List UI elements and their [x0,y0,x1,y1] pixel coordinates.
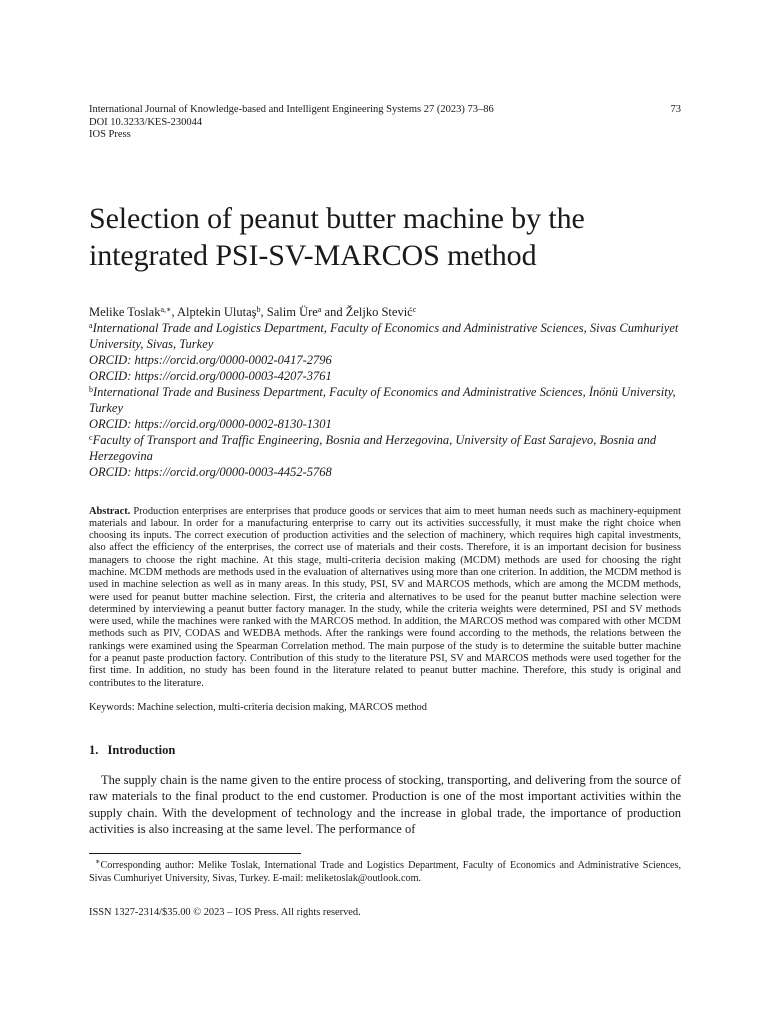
body-paragraph: The supply chain is the name given to the entire process of stocking, transporting, and delivering from the source of raw materials to the final product to the end customer. Production is one of the most important activities within the supply chain. With the development of technology and the increase in global trade, the importance of production activities is also increasing at the same level. The performance of [89,773,681,836]
affiliation [89,432,681,464]
orcid-line: ORCID: https://orcid.org/0000-0003-4207-3761 [89,368,332,383]
doi: DOI 10.3233/KES-230044 [89,116,203,128]
author-affil-mark: b [256,304,261,314]
footnote [89,857,681,885]
author-affil-mark: c [412,304,417,314]
affiliation-text: Faculty of Transport and Traffic Engineering, Bosnia and Herzegovina, University of East Sarajevo, Bosnia and Herzegovina [89,432,657,463]
keywords [89,702,681,714]
section-number: 1. [89,743,99,758]
affiliation-text: International Trade and Logistics Department, Faculty of Economics and Administrative Sciences, Sivas Cumhuriyet University, Sivas, Turkey [89,320,679,351]
author-name: Željko Stević [345,304,413,319]
abstract-text: Production enterprises are enterprises that produce goods or services that aim to meet human needs such as machinery-equipment materials and labour. In order for a manufacturing enterprise to carry out its activities successfully, it must make the right choice when choosing its inputs. The correct execution of production activities and the selection of machinery, which requires high capital investments, also affect the efficiency of the enterprises, the correct use of materials and their costs. Therefore, it is an important decision for business managers to choose the right machine. At this stage, multi-criteria decision making (MCDM) methods are used for choosing the right machine. MCDM methods are methods used in the evaluation of alternatives using more than one criterion. In addition, the MCDM method is used in machine selection as well as in many areas. In this study, PSI, SV and MARCOS methods, which are among the MCDM methods, were used for peanut butter machine selection. First, the criteria and alternatives to be used for the peanut butter machine selection were determined by interviewing a peanut butter factory manager. In the study, while the criteria weights were determined, PSI and SV methods were used, while the machines were ranked with the MARCOS method. In addition, the MARCOS method was compared with other MCDM methods such as PIV, CODAS and WEDBA methods. After the rankings were found according to the methods, the relations between the rankings were examined using the Spearman Correlation method. The main purpose of the study is to determine the suitable butter machine for a peanut paste production factory. Contribution of this study to the literature PSI, SV and MARCOS methods were used together for the first time. In addition, no study has been found in the literature related to peanut butter machine. Therefore, this study is original and contributes to the literature. [89,505,681,689]
affiliation-text: International Trade and Business Department, Faculty of Economics and Administrative Sciences, İnönü University, Turkey [89,384,676,415]
abstract-label: Abstract. [89,505,131,517]
article-title [89,200,681,274]
journal-citation: International Journal of Knowledge-based and Intelligent Engineering Systems 27 (2023) 73–86 [89,104,494,115]
issn-copyright: ISSN 1327-2314/$35.00 © 2023 – IOS Press. All rights reserved. [89,907,361,918]
orcid-line: ORCID: https://orcid.org/0000-0003-4452-5768 [89,464,332,479]
affiliation-mark: b [89,384,93,394]
orcid-line: ORCID: https://orcid.org/0000-0002-0417-2796 [89,352,332,367]
affiliation-mark: a [89,320,93,330]
author-separator: , [260,304,267,319]
author-name: Salim Üre [266,304,318,319]
author-name: Melike Toslak [89,304,161,319]
section-title: Introduction [107,743,176,758]
running-header [89,104,681,142]
author-affil-mark: a [317,304,322,314]
keywords-label: Keywords: [89,701,135,713]
page-number: 73 [670,104,681,115]
author-affil-mark: a,∗ [160,304,172,314]
author-name: Alptekin Ulutaş [177,304,257,319]
title-line-1: Selection of peanut butter machine by the [89,201,585,235]
footnote-rule [89,853,301,854]
publisher: IOS Press [89,129,131,140]
author-separator: , [171,304,178,319]
author-separator: and [321,304,346,319]
affiliation [89,384,681,416]
affiliation [89,320,681,352]
keywords-text: Machine selection, multi-criteria decision making, MARCOS method [137,701,427,713]
footnote-text: Corresponding author: Melike Toslak, International Trade and Logistics Department, Faculty of Economics and Administrative Sciences, Sivas Cumhuriyet University, Sivas, Turkey. E-mail: meliketoslak@outlook.com. [89,860,681,884]
section-heading [89,742,681,758]
article-page [89,104,681,837]
footnote-mark: ∗ [95,857,101,866]
orcid-line: ORCID: https://orcid.org/0000-0002-8130-1301 [89,416,332,431]
abstract [89,506,681,690]
title-line-2: integrated PSI-SV-MARCOS method [89,238,537,272]
author-list [89,304,681,320]
affiliation-mark: c [89,432,93,442]
